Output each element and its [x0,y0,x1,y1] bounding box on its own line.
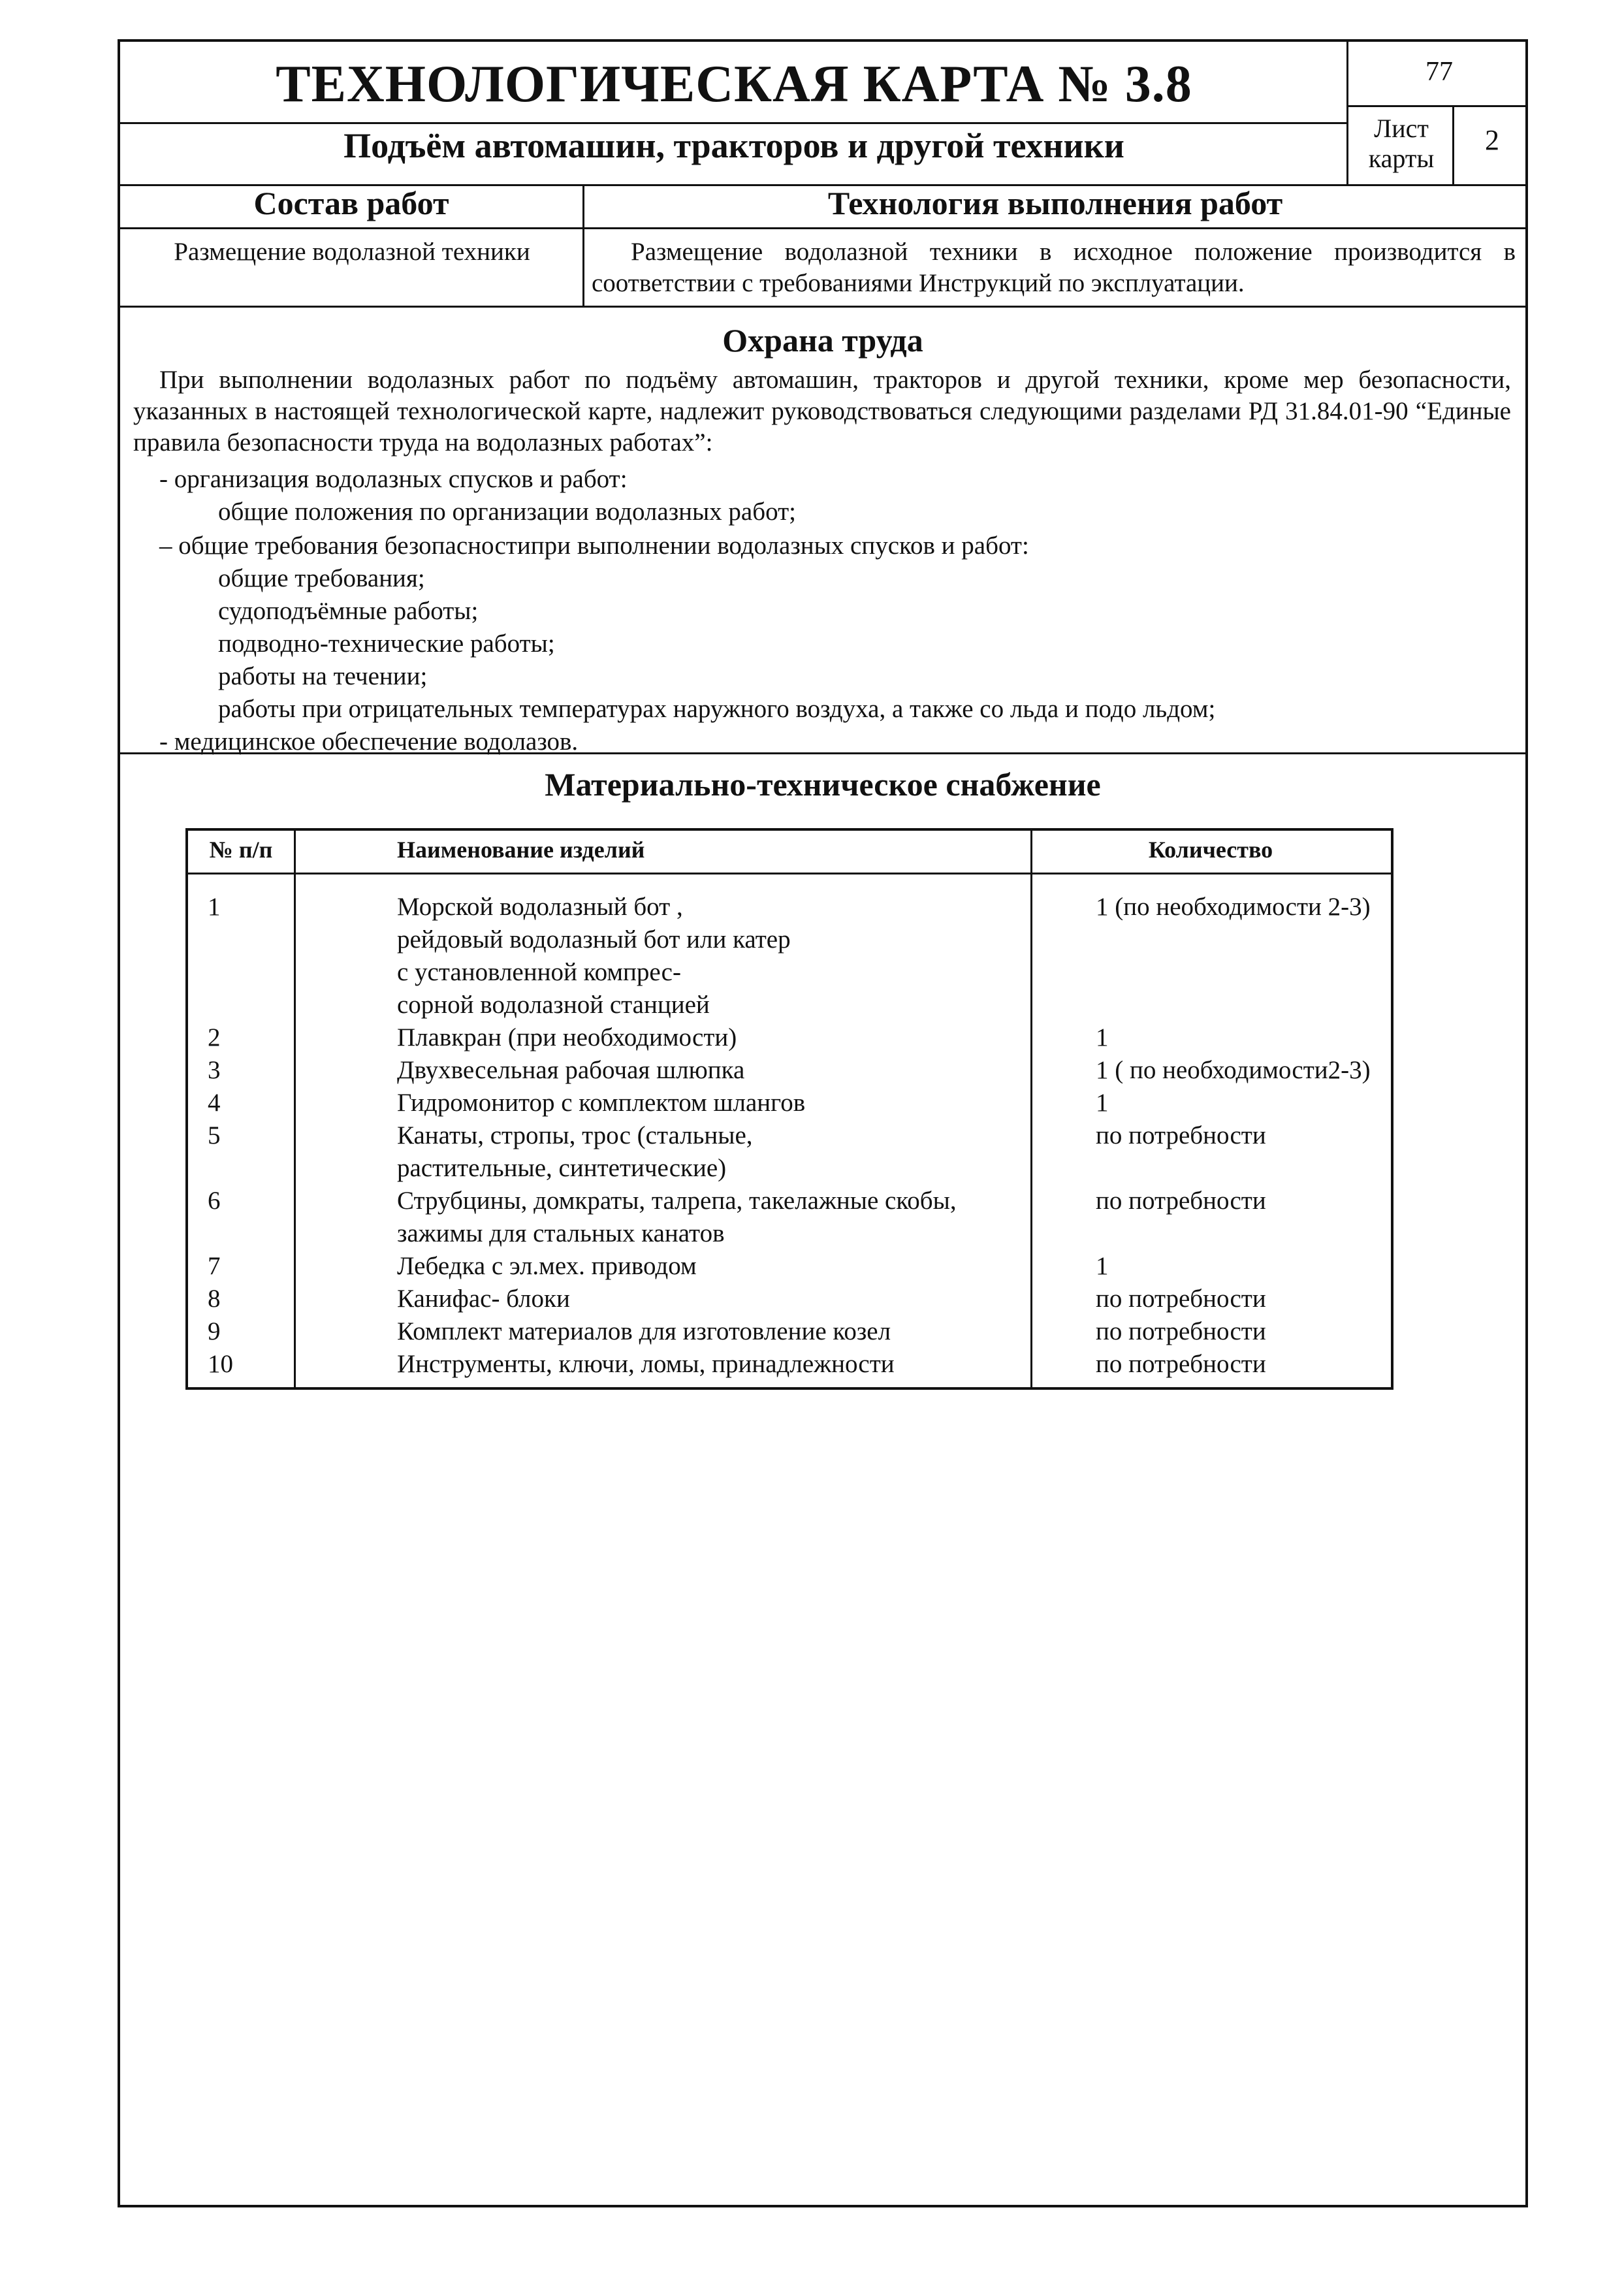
document-title: ТЕХНОЛОГИЧЕСКАЯ КАРТА № 3.8 [276,56,1192,113]
divider [1348,105,1528,107]
table-cell-qty: 1 [1096,1089,1109,1117]
safety-item: – общие требования безопасностипри выполнении водолазных спусков и работ: [159,532,1029,560]
table-cell-qty: по потребности [1096,1317,1266,1345]
table-cell-number: 3 [208,1056,221,1084]
safety-item: судоподъёмные работы; [218,597,479,625]
table-header-name: Наименование изделий [397,837,645,863]
works-row1-col1: Размещение водолазной техники [174,238,530,266]
sheet-label-line1: Лист [1374,114,1429,143]
table-cell-name: Лебедка с эл.мех. приводом [397,1252,697,1280]
divider [582,184,584,306]
page-number: 77 [1425,57,1453,87]
safety-intro: При выполнении водолазных работ по подъёму автомашин, тракторов и другой техники, кроме мер безопасности, указанных в настоящей технологической карте, надлежит руководствоваться следующими разделами РД 31.84.01-90 “Единые правила безопасности труда на водолазных работах”: [133,366,1511,457]
table-header-qty: Количество [1148,837,1273,863]
table-cell-name: Морской водолазный бот , [397,893,683,921]
table-cell-name: Канаты, стропы, трос (стальные, [397,1121,753,1149]
safety-title: Охрана труда [722,322,923,359]
table-cell-number: 9 [208,1317,221,1345]
table-cell-qty: по потребности [1096,1285,1266,1313]
table-cell-name: сорной водолазной станцией [397,991,710,1019]
sheet-label [1349,114,1454,174]
table-cell-qty: 1 [1096,1252,1109,1280]
works-col1-header: Состав работ [253,185,449,221]
table-cell-qty: 1 ( по необходимости2-3) [1096,1056,1371,1084]
sheet-number: 2 [1485,124,1499,156]
safety-item: общие требования; [218,564,425,592]
table-header-divider [188,873,1391,874]
table-column-divider [1030,831,1032,1387]
table-cell-number: 4 [208,1089,221,1117]
table-cell-name: Двухвесельная рабочая шлюпка [397,1056,745,1084]
table-cell-name: рейдовый водолазный бот или катер [397,925,791,954]
divider [120,752,1525,754]
table-cell-number: 6 [208,1187,221,1215]
table-cell-number: 8 [208,1285,221,1313]
table-cell-name: с установленной компрес- [397,958,681,986]
table-cell-number: 2 [208,1023,221,1051]
sheet-label-line2: карты [1368,144,1435,173]
table-cell-qty: по потребности [1096,1350,1266,1378]
divider [120,122,1348,124]
safety-item: общие положения по организации водолазных работ; [218,498,796,526]
document-subtitle: Подъём автомашин, тракторов и другой техники [343,126,1124,165]
safety-item: - организация водолазных спусков и работ: [159,465,628,493]
table-cell-name: зажимы для стальных канатов [397,1219,725,1247]
document-frame [118,39,1528,2207]
table-cell-name: растительные, синтетические) [397,1154,727,1182]
divider [120,306,1525,308]
works-col2-header: Технология выполнения работ [827,185,1283,221]
divider [120,227,1525,229]
table-cell-qty: 1 [1096,1023,1109,1051]
table-cell-name: Комплект материалов для изготовление козел [397,1317,891,1345]
table-cell-name: Плавкран (при необходимости) [397,1023,737,1051]
table-cell-name: Струбцины, домкраты, талрепа, такелажные скобы, [397,1187,957,1215]
table-cell-number: 5 [208,1121,221,1149]
table-cell-number: 1 [208,893,221,921]
table-cell-number: 10 [208,1350,233,1378]
safety-item: работы при отрицательных температурах наружного воздуха, а также со льда и подо льдом; [218,695,1216,723]
table-cell-qty: по потребности [1096,1121,1266,1149]
safety-item: подводно-технические работы; [218,630,555,658]
table-header-number: № п/п [209,837,273,863]
table-cell-name: Гидромонитор с комплектом шлангов [397,1089,806,1117]
table-column-divider [294,831,296,1387]
table-cell-qty: по потребности [1096,1187,1266,1215]
safety-item: работы на течении; [218,662,428,690]
works-row1-col2: Размещение водолазной техники в исходное положение производится в соответствии с требованиями Инструкций по эксплуатации. [592,238,1516,297]
table-cell-number: 7 [208,1252,221,1280]
table-cell-name: Канифас- блоки [397,1285,570,1313]
safety-item: - медицинское обеспечение водолазов. [159,728,579,756]
supply-table [185,828,1393,1390]
supply-title: Материально-техническое снабжение [545,766,1101,803]
divider [1346,42,1348,184]
divider [1452,105,1454,184]
table-cell-name: Инструменты, ключи, ломы, принадлежности [397,1350,895,1378]
table-cell-qty: 1 (по необходимости 2-3) [1096,893,1371,921]
